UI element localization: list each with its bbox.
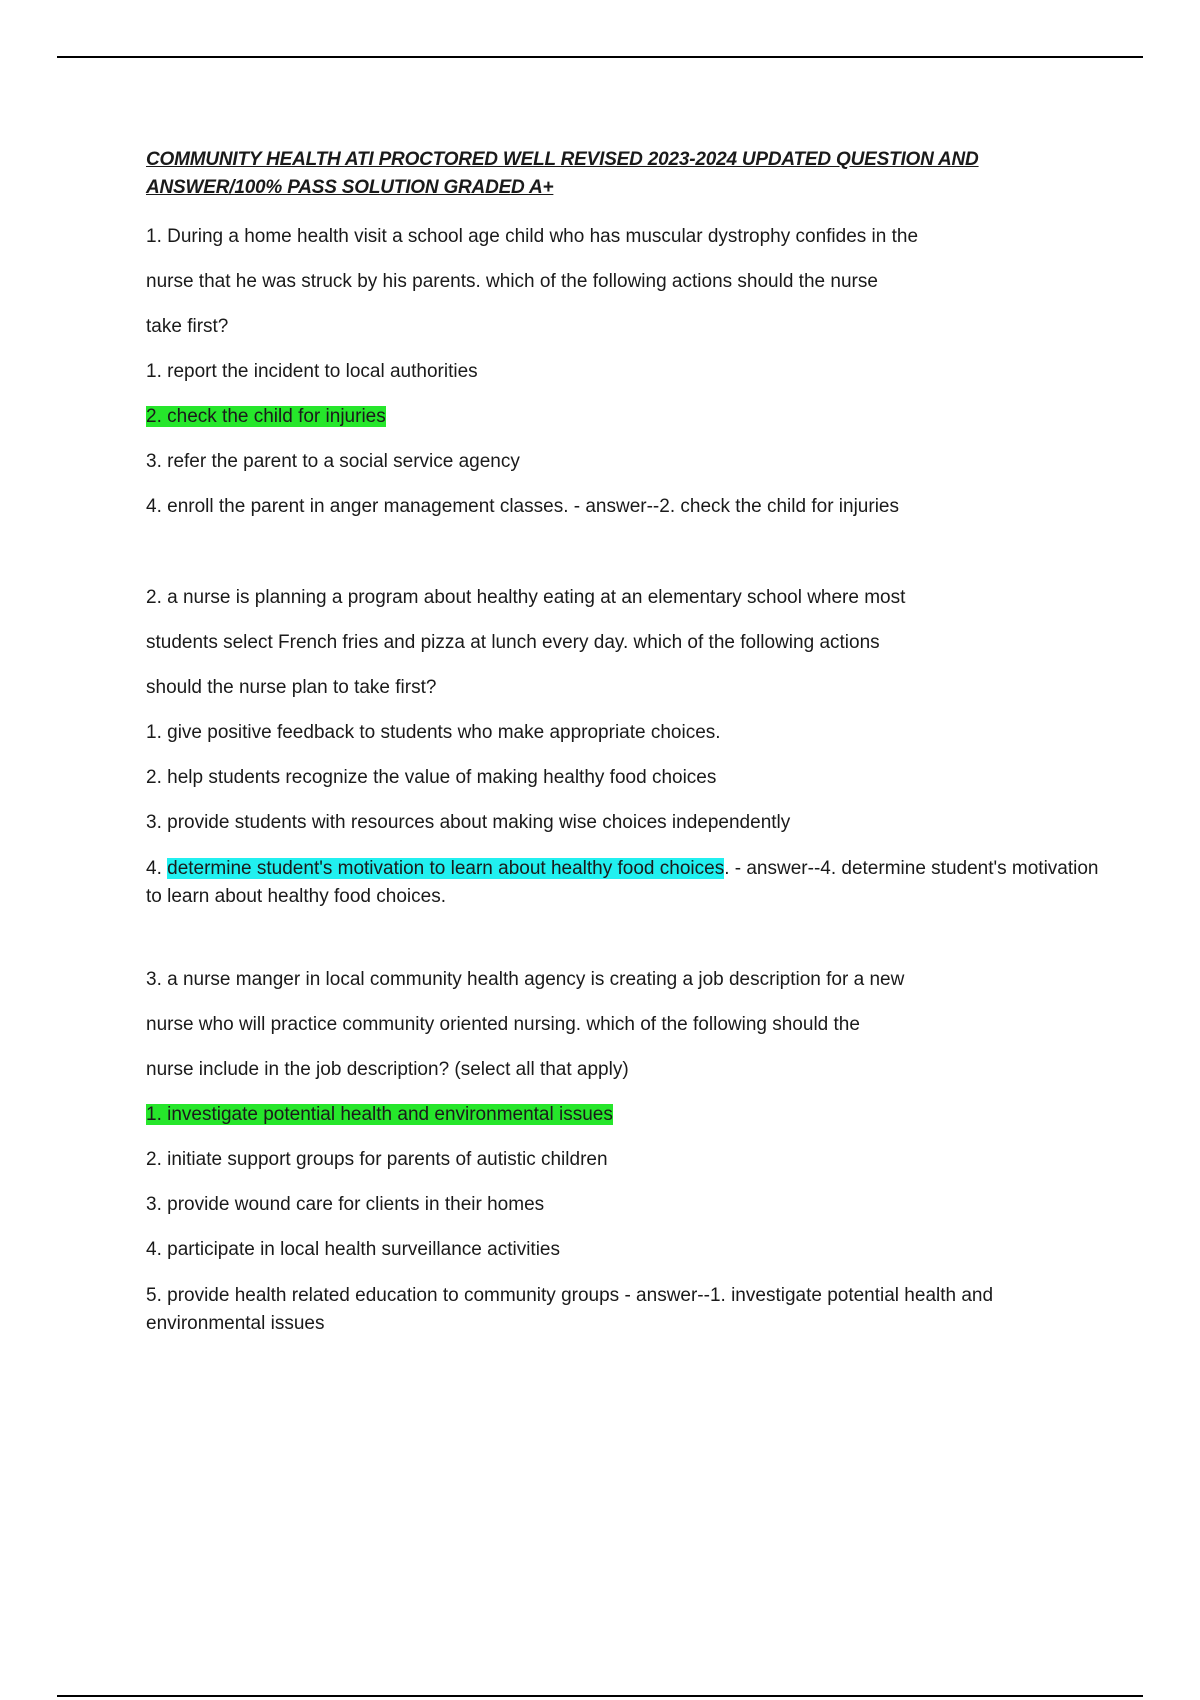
top-rule	[57, 56, 1143, 58]
correct-answer-highlight: 2. check the child for injuries	[146, 406, 386, 427]
document-body	[146, 146, 1106, 1338]
answer-option: 3. provide students with resources about making wise choices independently	[146, 812, 791, 833]
question-stem-line: nurse who will practice community oriented nursing. which of the following should the	[146, 1014, 860, 1035]
question-stem-line: 2. a nurse is planning a program about healthy eating at an elementary school where most	[146, 587, 906, 608]
answer-option: 4. enroll the parent in anger management classes. - answer--2. check the child for injuries	[146, 496, 899, 517]
answer-option: 2. help students recognize the value of making healthy food choices	[146, 767, 717, 788]
answer-option: 2. initiate support groups for parents of autistic children	[146, 1149, 608, 1170]
answer-option: 1. report the incident to local authorities	[146, 361, 478, 382]
question-3	[146, 957, 1106, 1338]
answer-option: 4. participate in local health surveillance activities	[146, 1239, 560, 1260]
document-title: COMMUNITY HEALTH ATI PROCTORED WELL REVISED 2023-2024 UPDATED QUESTION AND ANSWER/100% PASS SOLUTION GRADED A+	[146, 149, 979, 198]
question-stem-line: nurse that he was struck by his parents. which of the following actions should the nurse	[146, 271, 878, 292]
question-stem-line: 1. During a home health visit a school age child who has muscular dystrophy confides in the	[146, 226, 919, 247]
answer-option-correct	[146, 855, 1106, 911]
correct-answer-highlight: determine student's motivation to learn about healthy food choices	[167, 858, 725, 879]
question-stem-line: should the nurse plan to take first?	[146, 677, 437, 698]
answer-option: 3. provide wound care for clients in their homes	[146, 1194, 545, 1215]
answer-option: 1. give positive feedback to students who make appropriate choices.	[146, 722, 721, 743]
question-stem-line: 3. a nurse manger in local community health agency is creating a job description for a new	[146, 969, 905, 990]
question-stem-line: nurse include in the job description? (select all that apply)	[146, 1059, 629, 1080]
answer-option-correct	[146, 1092, 1106, 1137]
answer-option: 3. refer the parent to a social service agency	[146, 451, 520, 472]
question-stem-line: take first?	[146, 316, 229, 337]
bottom-rule	[57, 1695, 1143, 1697]
option-prefix: 4.	[146, 858, 168, 879]
correct-answer-highlight: 1. investigate potential health and environmental issues	[146, 1104, 613, 1125]
answer-option: 5. provide health related education to community groups - answer--1. investigate potential health and environmental issues	[146, 1285, 994, 1334]
answer-explanation: . - answer--4. determine student's motivation to learn about healthy food choices.	[146, 858, 1099, 907]
question-2	[146, 575, 1106, 911]
question-stem-line: students select French fries and pizza at lunch every day. which of the following actions	[146, 632, 880, 653]
answer-option-correct	[146, 394, 1106, 439]
question-1	[146, 214, 1106, 529]
